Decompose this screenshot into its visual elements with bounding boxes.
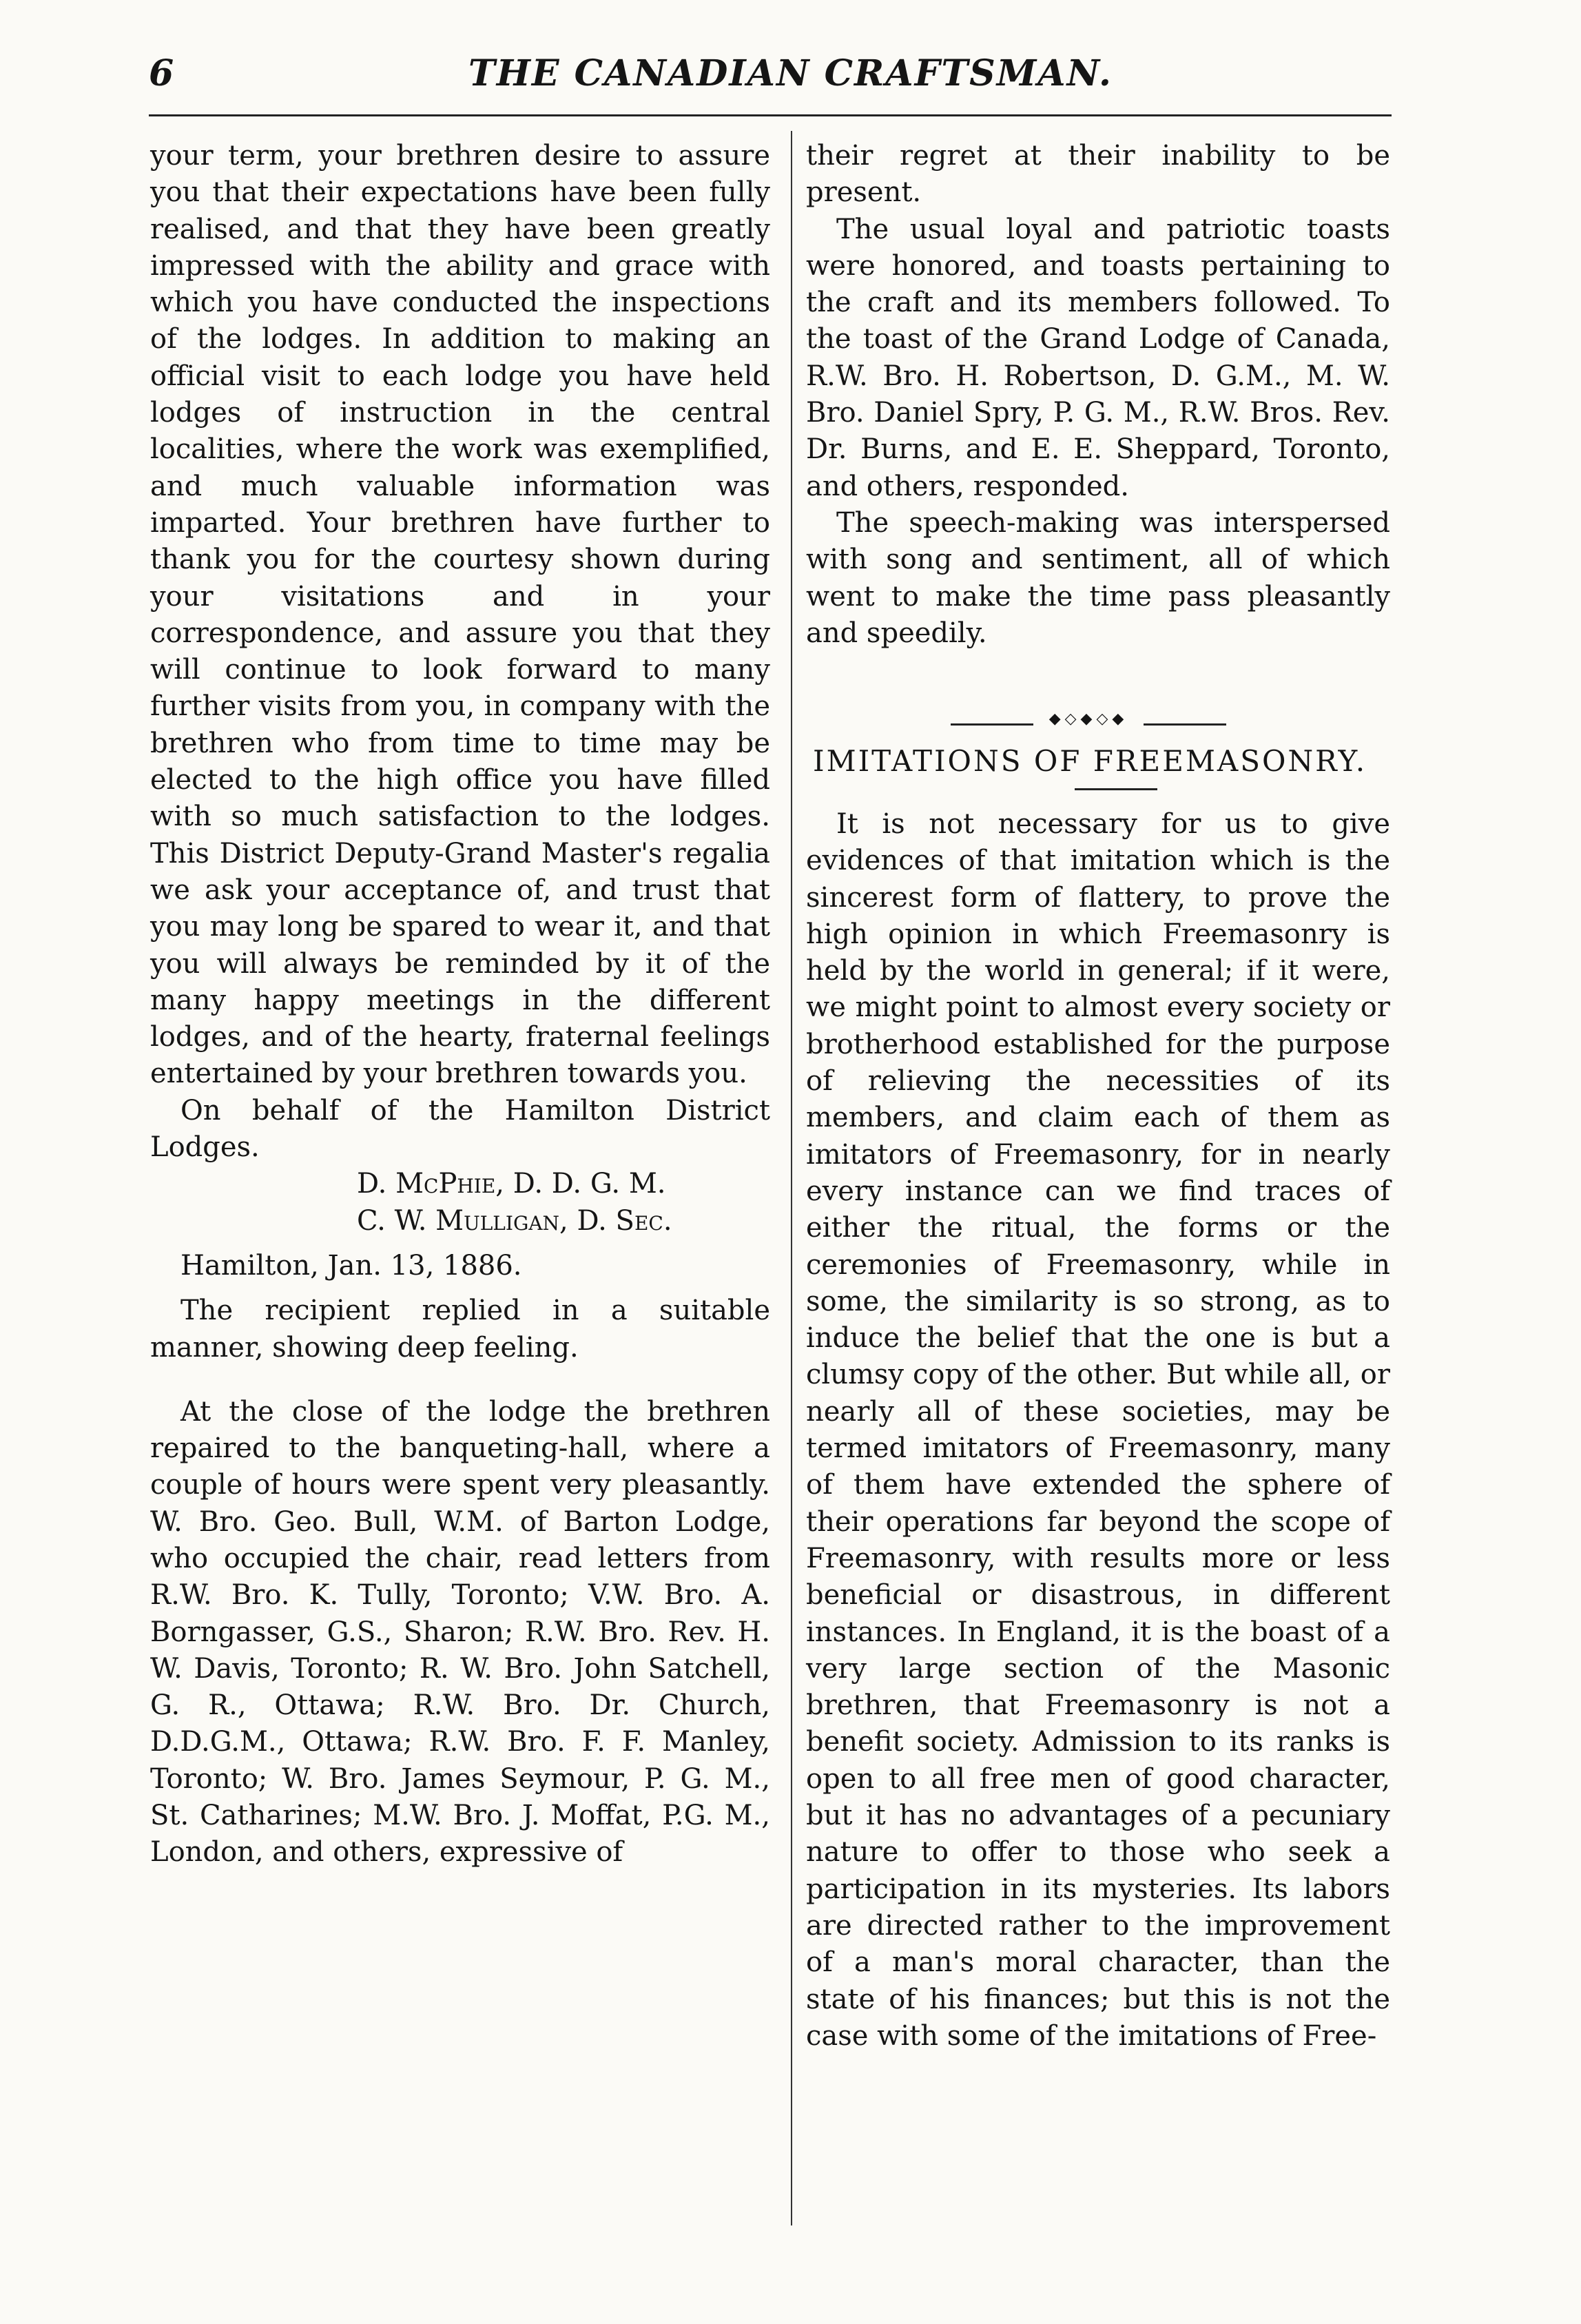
continuation-text: their regret at their inability to be present. [806, 140, 1390, 209]
toasts-text: The usual loyal and patriotic toasts were honored, and toasts pertaining to the craft and its members followed. To the toast of the Grand Lodge of Canada, R.W. Bro. H. Robertson, D. G.M., M. W. Bro. Daniel Spry, P. G. M., R.W. Bros. Rev. Dr. Burns, and E. E. Sheppard, Toronto, and others, responded. [806, 213, 1390, 502]
signatory-2: C. W. Mulligan, D. Sec. [357, 1204, 672, 1237]
on-behalf-line: On behalf of the Hamilton District Lodges. [150, 1094, 770, 1164]
heading-rule [1075, 788, 1157, 790]
header-rule [149, 114, 1392, 116]
article-body [806, 806, 1390, 2055]
speeches-text: The speech-making was interspersed with song and sentiment, all of which went to make the time pass pleasantly and speedily. [806, 506, 1390, 649]
dateline: Hamilton, Jan. 13, 1886. [180, 1249, 522, 1282]
article-heading: IMITATIONS OF FREEMASONRY. [813, 744, 1367, 778]
article-paragraph: It is not necessary for us to give evidences of that imitation which is the sincerest form of flattery, to prove the high opinion in which Freemasonry is held by the world in general; if it were, we might point to almost every society or brotherhood established for the purpose of relieving the necessities of its members, and claim each of them as imitators of Freemasonry, for in nearly every instance can we find traces of either the ritual, the forms or the ceremonies of Freemasonry, while in some, the similarity is so strong, as to induce the belief that the one is but a clumsy copy of the other. But while all, or nearly all of these societies, may be termed imitators of Freemasonry, many of them have extended the sphere of their operations far beyond the scope of Freemasonry, with results more or less beneficial or disastrous, in different instances. In England, it is the boast of a very large section of the Masonic brethren, that Freemasonry is not a benefit society. Admission to its ranks is open to all free men of good character, but it has no advantages of a pecuniary nature to offer to those who seek a participation in its mysteries. Its labors are directed rather to the improvement of a man's moral character, than the state of his finances; but this is not the case with some of the imitations of Free- [806, 808, 1390, 2052]
right-column [806, 138, 1390, 652]
left-column [150, 138, 770, 1871]
column-divider [791, 131, 792, 2225]
running-head: THE CANADIAN CRAFTSMAN. [468, 52, 1113, 94]
address-text: your term, your brethren desire to assure you that their expectations have been fully realised, and that they have been greatly impressed with the ability and grace with which you have conducted the inspections of the lodges. In addition to making an official visit to each lodge you have held lodges of instruction in the central localities, where the work was exemplified, and much valuable information was imparted. Your brethren have further to thank you for the courtesy shown during your visitations and in your correspondence, and assure you that they will continue to look forward to many further visits from you, in company with the brethren who from time to time may be elected to the high office you have filled with so much satisfaction to the lodges. This District Deputy-Grand Master's regalia we ask your acceptance of, and trust that you may long be spared to wear it, and that you will always be reminded by it of the many happy meetings in the different lodges, and of the hearty, fraternal feelings entertained by your brethren towards you. [150, 140, 770, 1090]
section-ornament: ◆◇◆◇◆ [951, 720, 1226, 728]
page-number: 6 [149, 52, 174, 94]
banquet-text: At the close of the lodge the brethren repaired to the banqueting-hall, where a couple of hours were spent very pleasantly. W. Bro. Geo. Bull, W.M. of Barton Lodge, who occupied the chair, read letters from R.W. Bro. K. Tully, Toronto; V.W. Bro. A. Borngasser, G.S., Sharon; R.W. Bro. Rev. H. W. Davis, Toronto; R. W. Bro. John Satchell, G. R., Ottawa; R.W. Bro. Dr. Church, D.D.G.M., Ottawa; R.W. Bro. F. F. Manley, Toronto; W. Bro. James Seymour, P. G. M., St. Catharines; M.W. Bro. J. Moffat, P.G. M., London, and others, expressive of [150, 1395, 770, 1869]
recipient-reply: The recipient replied in a suitable manner, showing deep feeling. [150, 1295, 770, 1364]
signatory-1: D. McPhie, D. D. G. M. [357, 1168, 666, 1200]
